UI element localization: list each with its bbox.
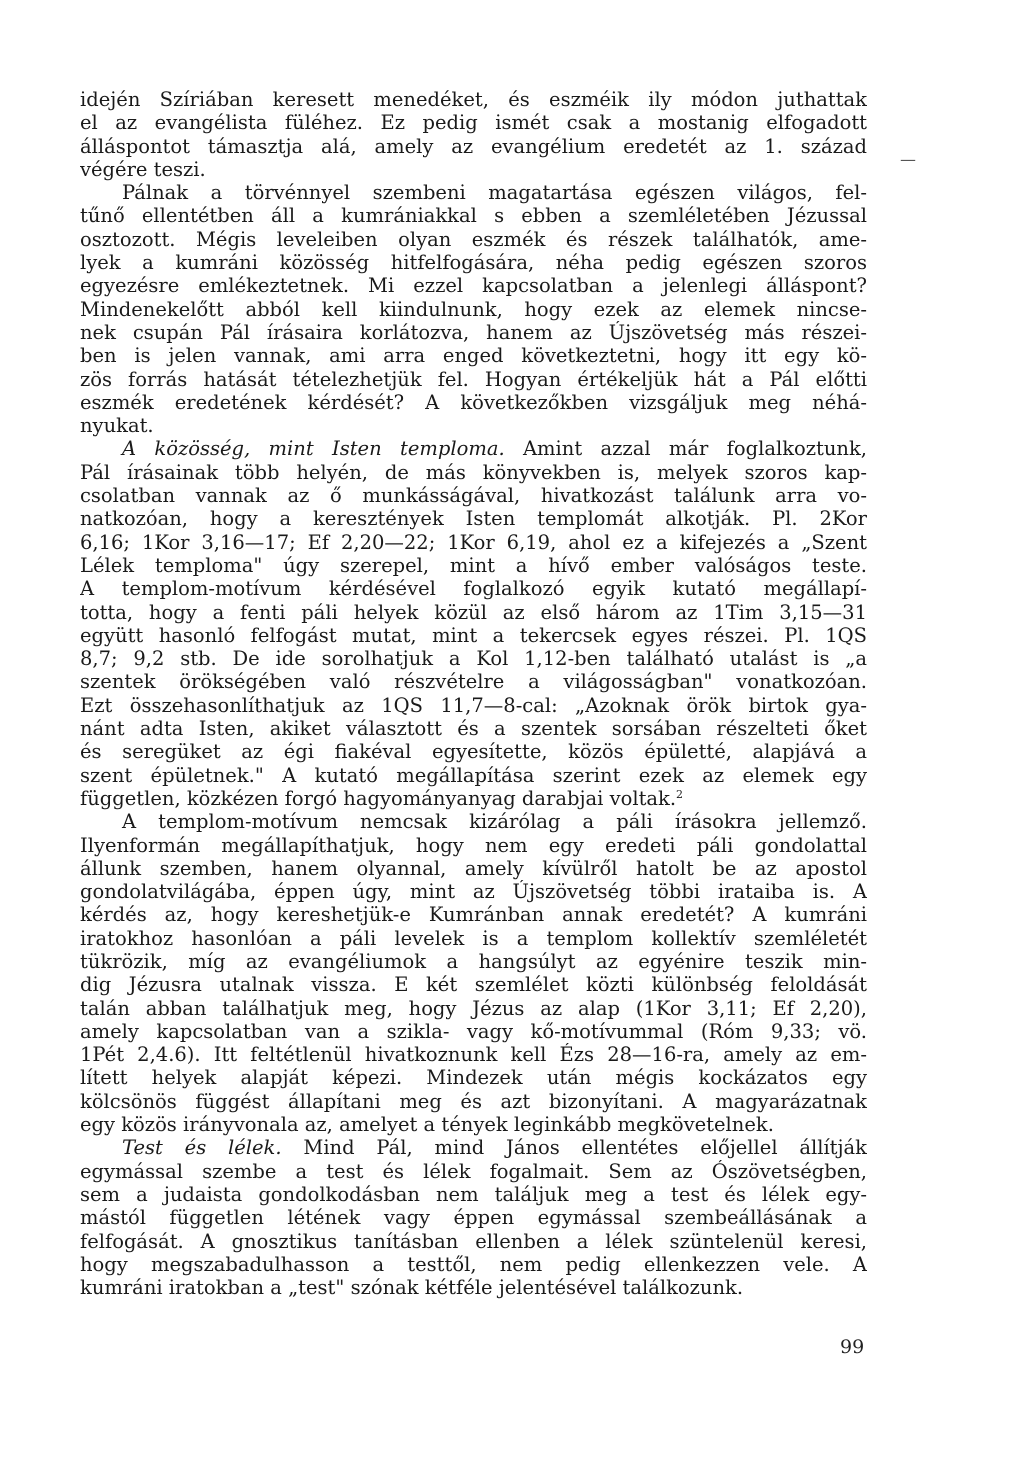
text-line: Pál írásainak több helyén, de más könyvekben is, melyek szoros kap- (80, 460, 867, 484)
text-line: amely kapcsolatban van a szikla- vagy kő-motívummal (Róm 9,33; vö. (80, 1019, 867, 1043)
text-line: álláspontot támasztja alá, amely az evangélium eredetét az 1. század (80, 134, 867, 158)
text-line: totta, hogy a fenti páli helyek közül az első három az 1Tim 3,15—31 (80, 600, 867, 624)
text-line: hogy megszabadulhasson a testtől, nem pedig ellenkezzen vele. A (80, 1252, 867, 1276)
text-line: A templom-motívum kérdésével foglalkozó egyik kutató megállapí- (80, 577, 867, 601)
paragraph-start-line: A templom-motívum nemcsak kizárólag a páli írásokra jellemző. (122, 810, 867, 834)
text-line: Ezt összehasonlíthatjuk az 1QS 11,7—8-cal: „Azoknak örök birtok gya- (80, 693, 867, 717)
text-line: idején Szíriában keresett menedéket, és eszméik ily módon juthattak (80, 88, 867, 111)
text-line: gondolatvilágába, éppen úgy, mint az Újszövetség többi irataiba is. A (80, 880, 867, 904)
text-line: osztozott. Mégis leveleiben olyan eszmék és részek találhatók, ame- (80, 227, 867, 251)
section-heading-line (80, 437, 867, 460)
text-line: 6,16; 1Kor 3,16—17; Ef 2,20—22; 1Kor 6,19, ahol ez a kifejezés a „Szent (80, 530, 867, 554)
text-line: és seregüket az égi fiakéval egyesítette, közös épületté, alapjává a (80, 740, 867, 764)
text-line: kérdés az, hogy kereshetjük-e Kumránban annak eredetét? A kumráni (80, 903, 867, 927)
text-line: el az evangélista füléhez. Ez pedig ismét csak a mostanig elfogadott (80, 111, 867, 135)
text-line: végére teszi. (80, 157, 206, 181)
text-line: egy közös irányvonala az, amelyet a tények leginkább megkövetelnek. (80, 1113, 774, 1137)
text-line: kölcsönös függést állapítani meg és azt bizonyítani. A magyarázatnak (80, 1089, 867, 1113)
paragraph-start-line: Pálnak a törvénnyel szembeni magatartása egészen világos, fel- (122, 181, 867, 205)
text-line: 1Pét 2,4.6). Itt feltétlenül hivatkoznunk kell Ézs 28—16-ra, amely az em- (80, 1043, 867, 1067)
text-line: zös forrás hatását tételezhetjük fel. Hogyan értékeljük hát a Pál előtti (80, 367, 867, 391)
text-line: együtt hasonló felfogást mutat, mint a tekercsek egyes részei. Pl. 1QS (80, 623, 867, 647)
text-line: lített helyek alapját képezi. Mindezek után mégis kockázatos egy (80, 1066, 867, 1090)
text-line: iratokhoz hasonlóan a páli levelek is a templom kollektív szemléletét (80, 926, 867, 950)
book-page-text (80, 88, 867, 1299)
text-line: 8,7; 9,2 stb. De ide sorolhatjuk a Kol 1,12-ben található utalást is „a (80, 647, 867, 671)
section-heading-rest: Amint azzal már foglalkoztunk, (504, 437, 867, 461)
text-line-content: független, közkézen forgó hagyományanyag darabjai voltak. (80, 786, 677, 810)
text-line: Mindenekelőtt abból kell kiindulnunk, hogy ezek az elemek nincse- (80, 297, 867, 321)
text-line: állunk szemben, hanem olyannal, amely kívülről hatolt be az apostol (80, 856, 867, 880)
text-line: dig Jézusra utalnak vissza. E két szemlélet közti különbség feloldását (80, 973, 867, 997)
text-line: eszmék eredetének kérdését? A következőkben vizsgáljuk meg néhá- (80, 390, 867, 414)
text-line: csolatban vannak az ő munkásságával, hivatkozást találunk arra vo- (80, 484, 867, 508)
text-line: nek csupán Pál írásaira korlátozva, hanem az Újszövetség más részei- (80, 320, 867, 344)
text-line: tükrözik, míg az evangéliumok a hangsúlyt az egyénire teszik min- (80, 949, 867, 973)
section-heading-rest: Mind Pál, mind János ellentétes előjellel állítják (281, 1136, 867, 1160)
text-line: tűnő ellentétben áll a kumrániakkal s ebben a szemléletében Jézussal (80, 204, 867, 228)
text-line: nyukat. (80, 414, 154, 438)
text-line: Lélek temploma" úgy szerepel, mint a hívő ember valóságos teste. (80, 553, 867, 577)
text-line: szent épületnek." A kutató megállapítása szerint ezek az elemek egy (80, 763, 867, 787)
text-line: talán abban találhatjuk meg, hogy Jézus az alap (1Kor 3,11; Ef 2,20), (80, 996, 867, 1020)
text-line: nánt adta Isten, akiket választott és a szentek sorsában részelteti őket (80, 717, 867, 741)
text-line: natkozóan, hogy a keresztények Isten templomát alkotják. Pl. 2Kor (80, 507, 867, 531)
text-line: mástól független létének vagy éppen egymással szembeállásának a (80, 1206, 867, 1230)
text-line: egyezésre emlékeztetnek. Mi ezzel kapcsolatban a jelenlegi álláspont? (80, 274, 867, 298)
text-line: szentek örökségében való részvételre a világosságban" vonatkozóan. (80, 670, 867, 694)
text-line: lyek a kumráni közösség hitfelfogására, néha pedig egészen szoros (80, 251, 867, 275)
section-heading-body-soul: Test és lélek. (122, 1136, 282, 1160)
footnote-reference: 2 (676, 787, 684, 801)
text-line: ben is jelen vannak, ami arra enged következtetni, hogy itt egy kö- (80, 344, 867, 368)
section-heading-line (80, 1136, 867, 1159)
text-line: kumráni iratokban a „test" szónak kétféle jelentésével találkozunk. (80, 1276, 744, 1300)
page-number: 99 (840, 1336, 865, 1358)
section-heading-temple: A közösség, mint Isten temploma. (122, 437, 505, 461)
text-line: Ilyenformán megállapíthatjuk, hogy nem egy eredeti páli gondolattal (80, 833, 867, 857)
text-line (80, 787, 867, 810)
text-line: felfogását. A gnosztikus tanításban ellenben a lélek szüntelenül keresi, (80, 1229, 867, 1253)
text-line: egymással szembe a test és lélek fogalmait. Sem az Ószövetségben, (80, 1159, 867, 1183)
margin-mark: — (900, 150, 916, 169)
text-line: sem a judaista gondolkodásban nem találjuk meg a test és lélek egy- (80, 1182, 867, 1206)
